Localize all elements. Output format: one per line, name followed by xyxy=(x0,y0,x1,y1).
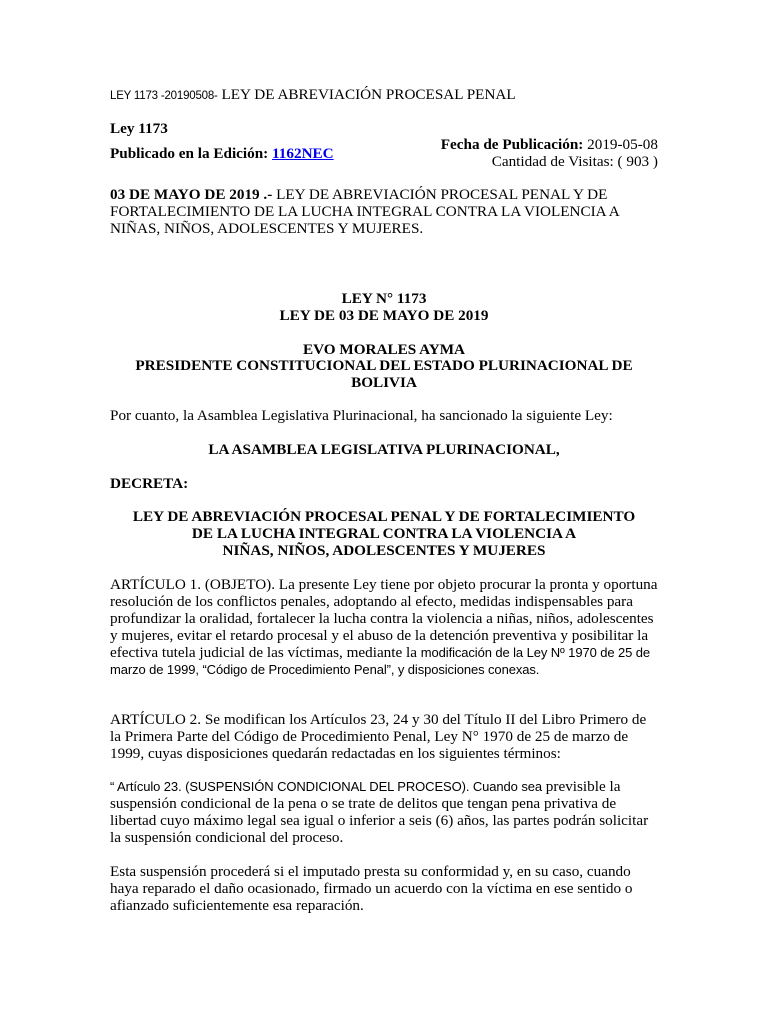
law-full-title xyxy=(110,508,658,559)
edition-label: Publicado en la Edición: xyxy=(110,145,273,162)
heading-president-title: PRESIDENTE CONSTITUCIONAL DEL ESTADO PLURINACIONAL DE BOLIVIA xyxy=(135,357,633,391)
article-23-paragraph xyxy=(110,778,658,846)
article-1-text: ARTÍCULO 1. (OBJETO). La presente Ley tiene por objeto procurar la pronta y oportuna resolución de los conflictos penales, adoptando al efecto, medidas indispensables para profundizar la oralidad, fortalecer la lucha contra la violencia a niñas, niños, adolescentes y mujeres, evitar el retardo procesal y el abuso de la detención preventiva y posibilitar la efectiva tutela judicial de las víctimas, mediante la xyxy=(110,576,658,661)
intro-text: LEY DE ABREVIACIÓN PROCESAL PENAL Y DE FORTALECIMIENTO DE LA LUCHA INTEGRAL CONTRA LA VIOLENCIA A NIÑAS, NIÑOS, ADOLESCENTES Y MUJERES. xyxy=(110,186,619,237)
article-2-paragraph: ARTÍCULO 2. Se modifican los Artículos 23, 24 y 30 del Título II del Libro Primero de la Primera Parte del Código de Procedimiento Penal, Ley N° 1970 de 25 de marzo de 1999, cuyas disposiciones quedarán redactadas en los siguientes términos: xyxy=(110,711,647,762)
asamblea-heading: LA ASAMBLEA LEGISLATIVA PLURINACIONAL, xyxy=(208,441,560,458)
ley-label: Ley 1173 xyxy=(110,120,168,137)
suspension-paragraph: Esta suspensión procederá si el imputado presta su conformidad y, en su caso, cuando haya reparado el daño ocasionado, firmado un acuerdo con la víctima en ese sentido o afianzado suficientemente esa reparación. xyxy=(110,863,633,914)
document-title xyxy=(110,86,516,105)
intro-date: 03 DE MAYO DE 2019 .- xyxy=(110,186,273,203)
por-cuanto-paragraph: Por cuanto, la Asamblea Legislativa Plurinacional, ha sancionado la siguiente Ley: xyxy=(110,407,613,424)
visit-count: Cantidad de Visitas: ( 903 ) xyxy=(491,153,658,170)
heading-president-name: EVO MORALES AYMA xyxy=(303,341,465,358)
heading-ley-number: LEY N° 1173 xyxy=(341,290,427,307)
law-title: LEY DE ABREVIACIÓN PROCESAL PENAL xyxy=(217,86,516,103)
law-full-title-line-1: LEY DE ABREVIACIÓN PROCESAL PENAL Y DE FORTALECIMIENTO xyxy=(132,508,636,525)
law-full-title-line-2: DE LA LUCHA INTEGRAL CONTRA LA VIOLENCIA A xyxy=(191,525,577,542)
fecha-label: Fecha de Publicación: xyxy=(440,136,584,153)
edition-line xyxy=(110,145,334,162)
article-23-text: previsible la suspensión condicional de la pena o se trate de delitos que tengan pena privativa de libertad cuyo máximo legal sea igual o inferior a seis (6) años, las partes podrán solicitar la suspensión condicional del proceso. xyxy=(110,778,649,846)
article-1-paragraph xyxy=(110,576,658,678)
edition-link[interactable]: 1162NEC xyxy=(272,145,334,162)
heading-ley-date: LEY DE 03 DE MAYO DE 2019 xyxy=(279,307,489,324)
article-1-text-end: modificación de la Ley Nº 1970 de 25 de marzo de 1999, “Código de Procedimiento Penal”, y disposiciones conexas. xyxy=(110,645,651,677)
law-full-title-line-3: NIÑAS, NIÑOS, ADOLESCENTES Y MUJERES xyxy=(222,542,546,559)
law-code: LEY 1173 -20190508- xyxy=(110,90,218,102)
article-23-heading: “ Artículo 23. (SUSPENSIÓN CONDICIONAL DEL PROCESO). Cuando sea xyxy=(110,779,542,794)
intro-paragraph xyxy=(110,186,658,237)
publication-date xyxy=(441,136,658,153)
decreta-heading: DECRETA: xyxy=(110,475,189,492)
fecha-value: 2019-05-08 xyxy=(583,136,658,153)
